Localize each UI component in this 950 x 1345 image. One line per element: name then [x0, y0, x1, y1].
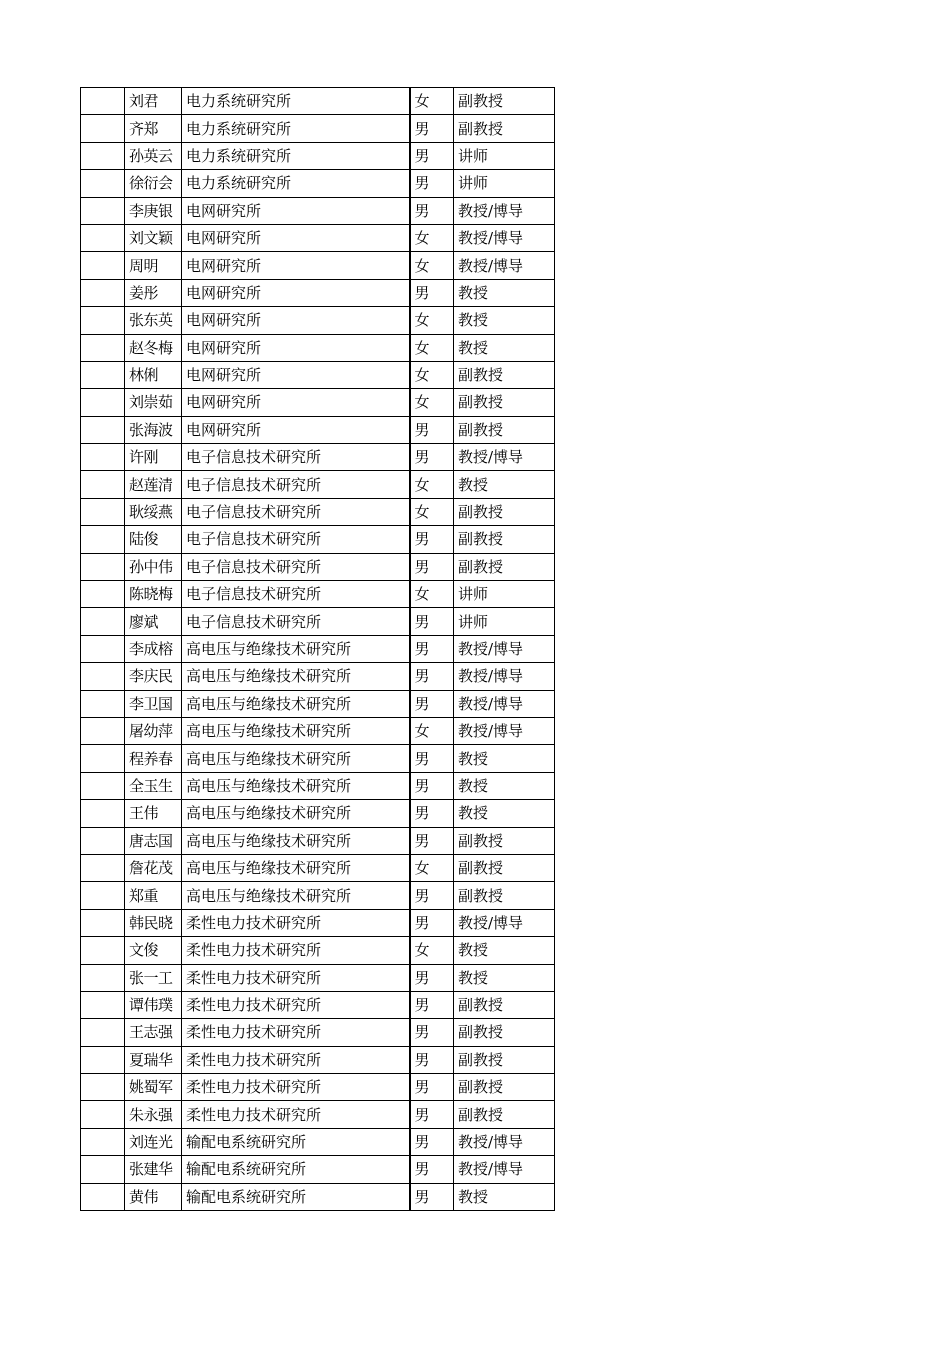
index-cell — [81, 224, 125, 251]
name-cell: 刘文颖 — [125, 224, 182, 251]
table-row — [81, 526, 555, 553]
gender-cell: 男 — [410, 635, 454, 662]
gender-cell: 男 — [410, 1101, 454, 1128]
department-cell: 柔性电力技术研究所 — [182, 1019, 410, 1046]
department-cell: 电子信息技术研究所 — [182, 444, 410, 471]
table-row — [81, 115, 555, 142]
table-row — [81, 142, 555, 169]
department-cell: 电力系统研究所 — [182, 142, 410, 169]
index-cell — [81, 690, 125, 717]
gender-cell: 女 — [410, 224, 454, 251]
department-cell: 电网研究所 — [182, 224, 410, 251]
index-cell — [81, 115, 125, 142]
department-cell: 电子信息技术研究所 — [182, 608, 410, 635]
department-cell: 柔性电力技术研究所 — [182, 909, 410, 936]
title-cell: 教授 — [454, 334, 555, 361]
gender-cell: 男 — [410, 115, 454, 142]
table-row — [81, 471, 555, 498]
title-cell: 教授 — [454, 800, 555, 827]
gender-cell: 男 — [410, 827, 454, 854]
table-row — [81, 882, 555, 909]
title-cell: 教授 — [454, 745, 555, 772]
name-cell: 陆俊 — [125, 526, 182, 553]
table-row — [81, 745, 555, 772]
name-cell: 谭伟璞 — [125, 991, 182, 1018]
department-cell: 高电压与绝缘技术研究所 — [182, 745, 410, 772]
name-cell: 齐郑 — [125, 115, 182, 142]
name-cell: 李成榕 — [125, 635, 182, 662]
table-row — [81, 717, 555, 744]
department-cell: 电网研究所 — [182, 416, 410, 443]
title-cell: 讲师 — [454, 142, 555, 169]
table-row — [81, 307, 555, 334]
department-cell: 电网研究所 — [182, 197, 410, 224]
table-row — [81, 909, 555, 936]
gender-cell: 女 — [410, 717, 454, 744]
table-row — [81, 361, 555, 388]
name-cell: 林俐 — [125, 361, 182, 388]
name-cell: 黄伟 — [125, 1183, 182, 1210]
gender-cell: 男 — [410, 553, 454, 580]
gender-cell: 男 — [410, 772, 454, 799]
name-cell: 刘连光 — [125, 1128, 182, 1155]
name-cell: 赵冬梅 — [125, 334, 182, 361]
gender-cell: 女 — [410, 307, 454, 334]
department-cell: 电力系统研究所 — [182, 170, 410, 197]
gender-cell: 男 — [410, 142, 454, 169]
table-row — [81, 964, 555, 991]
gender-cell: 女 — [410, 937, 454, 964]
index-cell — [81, 170, 125, 197]
name-cell: 陈晓梅 — [125, 581, 182, 608]
department-cell: 电网研究所 — [182, 279, 410, 306]
table-row — [81, 224, 555, 251]
title-cell: 教授 — [454, 279, 555, 306]
table-row — [81, 252, 555, 279]
table-row — [81, 553, 555, 580]
title-cell: 副教授 — [454, 115, 555, 142]
title-cell: 教授/博导 — [454, 690, 555, 717]
index-cell — [81, 197, 125, 224]
department-cell: 电力系统研究所 — [182, 115, 410, 142]
index-cell — [81, 444, 125, 471]
department-cell: 柔性电力技术研究所 — [182, 1074, 410, 1101]
gender-cell: 男 — [410, 444, 454, 471]
title-cell: 副教授 — [454, 854, 555, 881]
index-cell — [81, 581, 125, 608]
table-row — [81, 937, 555, 964]
title-cell: 教授 — [454, 964, 555, 991]
title-cell: 教授/博导 — [454, 224, 555, 251]
department-cell: 高电压与绝缘技术研究所 — [182, 635, 410, 662]
table-row — [81, 1156, 555, 1183]
table-row — [81, 581, 555, 608]
gender-cell: 男 — [410, 1156, 454, 1183]
department-cell: 电子信息技术研究所 — [182, 498, 410, 525]
gender-cell: 女 — [410, 471, 454, 498]
gender-cell: 男 — [410, 197, 454, 224]
index-cell — [81, 553, 125, 580]
index-cell — [81, 991, 125, 1018]
gender-cell: 男 — [410, 964, 454, 991]
name-cell: 王志强 — [125, 1019, 182, 1046]
title-cell: 教授/博导 — [454, 197, 555, 224]
table-row — [81, 772, 555, 799]
index-cell — [81, 772, 125, 799]
name-cell: 刘崇茹 — [125, 389, 182, 416]
table-row — [81, 389, 555, 416]
name-cell: 全玉生 — [125, 772, 182, 799]
gender-cell: 女 — [410, 389, 454, 416]
name-cell: 程养春 — [125, 745, 182, 772]
name-cell: 张一工 — [125, 964, 182, 991]
title-cell: 教授 — [454, 307, 555, 334]
index-cell — [81, 1019, 125, 1046]
table-row — [81, 444, 555, 471]
department-cell: 输配电系统研究所 — [182, 1128, 410, 1155]
index-cell — [81, 909, 125, 936]
name-cell: 刘君 — [125, 88, 182, 115]
index-cell — [81, 361, 125, 388]
department-cell: 电子信息技术研究所 — [182, 581, 410, 608]
gender-cell: 男 — [410, 690, 454, 717]
name-cell: 韩民晓 — [125, 909, 182, 936]
table-row — [81, 663, 555, 690]
title-cell: 讲师 — [454, 608, 555, 635]
gender-cell: 男 — [410, 416, 454, 443]
table-row — [81, 1074, 555, 1101]
name-cell: 詹花茂 — [125, 854, 182, 881]
title-cell: 副教授 — [454, 1046, 555, 1073]
title-cell: 副教授 — [454, 882, 555, 909]
department-cell: 柔性电力技术研究所 — [182, 1101, 410, 1128]
department-cell: 高电压与绝缘技术研究所 — [182, 854, 410, 881]
index-cell — [81, 1074, 125, 1101]
title-cell: 教授/博导 — [454, 635, 555, 662]
title-cell: 教授 — [454, 937, 555, 964]
index-cell — [81, 279, 125, 306]
department-cell: 柔性电力技术研究所 — [182, 1046, 410, 1073]
name-cell: 郑重 — [125, 882, 182, 909]
name-cell: 周明 — [125, 252, 182, 279]
gender-cell: 男 — [410, 170, 454, 197]
department-cell: 高电压与绝缘技术研究所 — [182, 717, 410, 744]
title-cell: 副教授 — [454, 1101, 555, 1128]
name-cell: 文俊 — [125, 937, 182, 964]
department-cell: 高电压与绝缘技术研究所 — [182, 882, 410, 909]
gender-cell: 男 — [410, 279, 454, 306]
name-cell: 李卫国 — [125, 690, 182, 717]
title-cell: 教授/博导 — [454, 663, 555, 690]
table-row — [81, 1019, 555, 1046]
gender-cell: 男 — [410, 1183, 454, 1210]
index-cell — [81, 389, 125, 416]
table-row — [81, 608, 555, 635]
department-cell: 高电压与绝缘技术研究所 — [182, 663, 410, 690]
department-cell: 电网研究所 — [182, 389, 410, 416]
gender-cell: 男 — [410, 991, 454, 1018]
name-cell: 徐衍会 — [125, 170, 182, 197]
department-cell: 高电压与绝缘技术研究所 — [182, 690, 410, 717]
gender-cell: 男 — [410, 909, 454, 936]
department-cell: 电子信息技术研究所 — [182, 526, 410, 553]
index-cell — [81, 937, 125, 964]
gender-cell: 男 — [410, 1046, 454, 1073]
department-cell: 电网研究所 — [182, 361, 410, 388]
table-row — [81, 498, 555, 525]
faculty-table — [80, 87, 555, 1211]
index-cell — [81, 252, 125, 279]
gender-cell: 男 — [410, 882, 454, 909]
table-row — [81, 334, 555, 361]
title-cell: 副教授 — [454, 88, 555, 115]
name-cell: 孙中伟 — [125, 553, 182, 580]
name-cell: 耿绥燕 — [125, 498, 182, 525]
index-cell — [81, 1046, 125, 1073]
index-cell — [81, 663, 125, 690]
title-cell: 副教授 — [454, 526, 555, 553]
table-row — [81, 279, 555, 306]
index-cell — [81, 608, 125, 635]
index-cell — [81, 882, 125, 909]
name-cell: 孙英云 — [125, 142, 182, 169]
department-cell: 柔性电力技术研究所 — [182, 964, 410, 991]
title-cell: 副教授 — [454, 361, 555, 388]
index-cell — [81, 854, 125, 881]
name-cell: 赵莲清 — [125, 471, 182, 498]
title-cell: 讲师 — [454, 581, 555, 608]
index-cell — [81, 334, 125, 361]
gender-cell: 男 — [410, 1074, 454, 1101]
gender-cell: 男 — [410, 1128, 454, 1155]
title-cell: 副教授 — [454, 553, 555, 580]
name-cell: 张海波 — [125, 416, 182, 443]
title-cell: 教授/博导 — [454, 717, 555, 744]
index-cell — [81, 307, 125, 334]
index-cell — [81, 827, 125, 854]
title-cell: 讲师 — [454, 170, 555, 197]
title-cell: 教授/博导 — [454, 252, 555, 279]
index-cell — [81, 964, 125, 991]
table-row — [81, 827, 555, 854]
title-cell: 教授 — [454, 471, 555, 498]
gender-cell: 女 — [410, 334, 454, 361]
department-cell: 电子信息技术研究所 — [182, 553, 410, 580]
index-cell — [81, 498, 125, 525]
name-cell: 王伟 — [125, 800, 182, 827]
table-row — [81, 1183, 555, 1210]
title-cell: 副教授 — [454, 389, 555, 416]
department-cell: 输配电系统研究所 — [182, 1183, 410, 1210]
department-cell: 电网研究所 — [182, 307, 410, 334]
table-row — [81, 1101, 555, 1128]
table-row — [81, 635, 555, 662]
index-cell — [81, 635, 125, 662]
table-row — [81, 991, 555, 1018]
title-cell: 副教授 — [454, 991, 555, 1018]
gender-cell: 女 — [410, 361, 454, 388]
title-cell: 教授/博导 — [454, 1156, 555, 1183]
title-cell: 教授 — [454, 772, 555, 799]
table-row — [81, 800, 555, 827]
gender-cell: 女 — [410, 252, 454, 279]
index-cell — [81, 717, 125, 744]
gender-cell: 男 — [410, 663, 454, 690]
title-cell: 副教授 — [454, 1074, 555, 1101]
name-cell: 许刚 — [125, 444, 182, 471]
gender-cell: 男 — [410, 1019, 454, 1046]
title-cell: 副教授 — [454, 827, 555, 854]
index-cell — [81, 1183, 125, 1210]
table-row — [81, 1128, 555, 1155]
gender-cell: 男 — [410, 800, 454, 827]
table-row — [81, 690, 555, 717]
table-row — [81, 170, 555, 197]
gender-cell: 女 — [410, 581, 454, 608]
department-cell: 电网研究所 — [182, 334, 410, 361]
title-cell: 教授/博导 — [454, 444, 555, 471]
index-cell — [81, 142, 125, 169]
index-cell — [81, 88, 125, 115]
table-body — [81, 88, 555, 1211]
table-row — [81, 197, 555, 224]
title-cell: 教授/博导 — [454, 909, 555, 936]
department-cell: 电力系统研究所 — [182, 88, 410, 115]
index-cell — [81, 526, 125, 553]
gender-cell: 男 — [410, 745, 454, 772]
name-cell: 李庆民 — [125, 663, 182, 690]
index-cell — [81, 1156, 125, 1183]
index-cell — [81, 745, 125, 772]
department-cell: 电网研究所 — [182, 252, 410, 279]
name-cell: 张东英 — [125, 307, 182, 334]
department-cell: 高电压与绝缘技术研究所 — [182, 827, 410, 854]
department-cell: 高电压与绝缘技术研究所 — [182, 800, 410, 827]
name-cell: 张建华 — [125, 1156, 182, 1183]
title-cell: 教授 — [454, 1183, 555, 1210]
department-cell: 电子信息技术研究所 — [182, 471, 410, 498]
title-cell: 副教授 — [454, 416, 555, 443]
name-cell: 李庚银 — [125, 197, 182, 224]
name-cell: 廖斌 — [125, 608, 182, 635]
table-row — [81, 88, 555, 115]
gender-cell: 男 — [410, 526, 454, 553]
title-cell: 教授/博导 — [454, 1128, 555, 1155]
name-cell: 姚蜀军 — [125, 1074, 182, 1101]
index-cell — [81, 416, 125, 443]
name-cell: 朱永强 — [125, 1101, 182, 1128]
table-row — [81, 1046, 555, 1073]
department-cell: 高电压与绝缘技术研究所 — [182, 772, 410, 799]
gender-cell: 男 — [410, 608, 454, 635]
index-cell — [81, 1101, 125, 1128]
name-cell: 姜彤 — [125, 279, 182, 306]
name-cell: 屠幼萍 — [125, 717, 182, 744]
title-cell: 副教授 — [454, 498, 555, 525]
name-cell: 唐志国 — [125, 827, 182, 854]
index-cell — [81, 471, 125, 498]
table-row — [81, 854, 555, 881]
title-cell: 副教授 — [454, 1019, 555, 1046]
name-cell: 夏瑞华 — [125, 1046, 182, 1073]
gender-cell: 女 — [410, 498, 454, 525]
department-cell: 输配电系统研究所 — [182, 1156, 410, 1183]
index-cell — [81, 1128, 125, 1155]
department-cell: 柔性电力技术研究所 — [182, 937, 410, 964]
index-cell — [81, 800, 125, 827]
table-row — [81, 416, 555, 443]
gender-cell: 女 — [410, 88, 454, 115]
department-cell: 柔性电力技术研究所 — [182, 991, 410, 1018]
gender-cell: 女 — [410, 854, 454, 881]
